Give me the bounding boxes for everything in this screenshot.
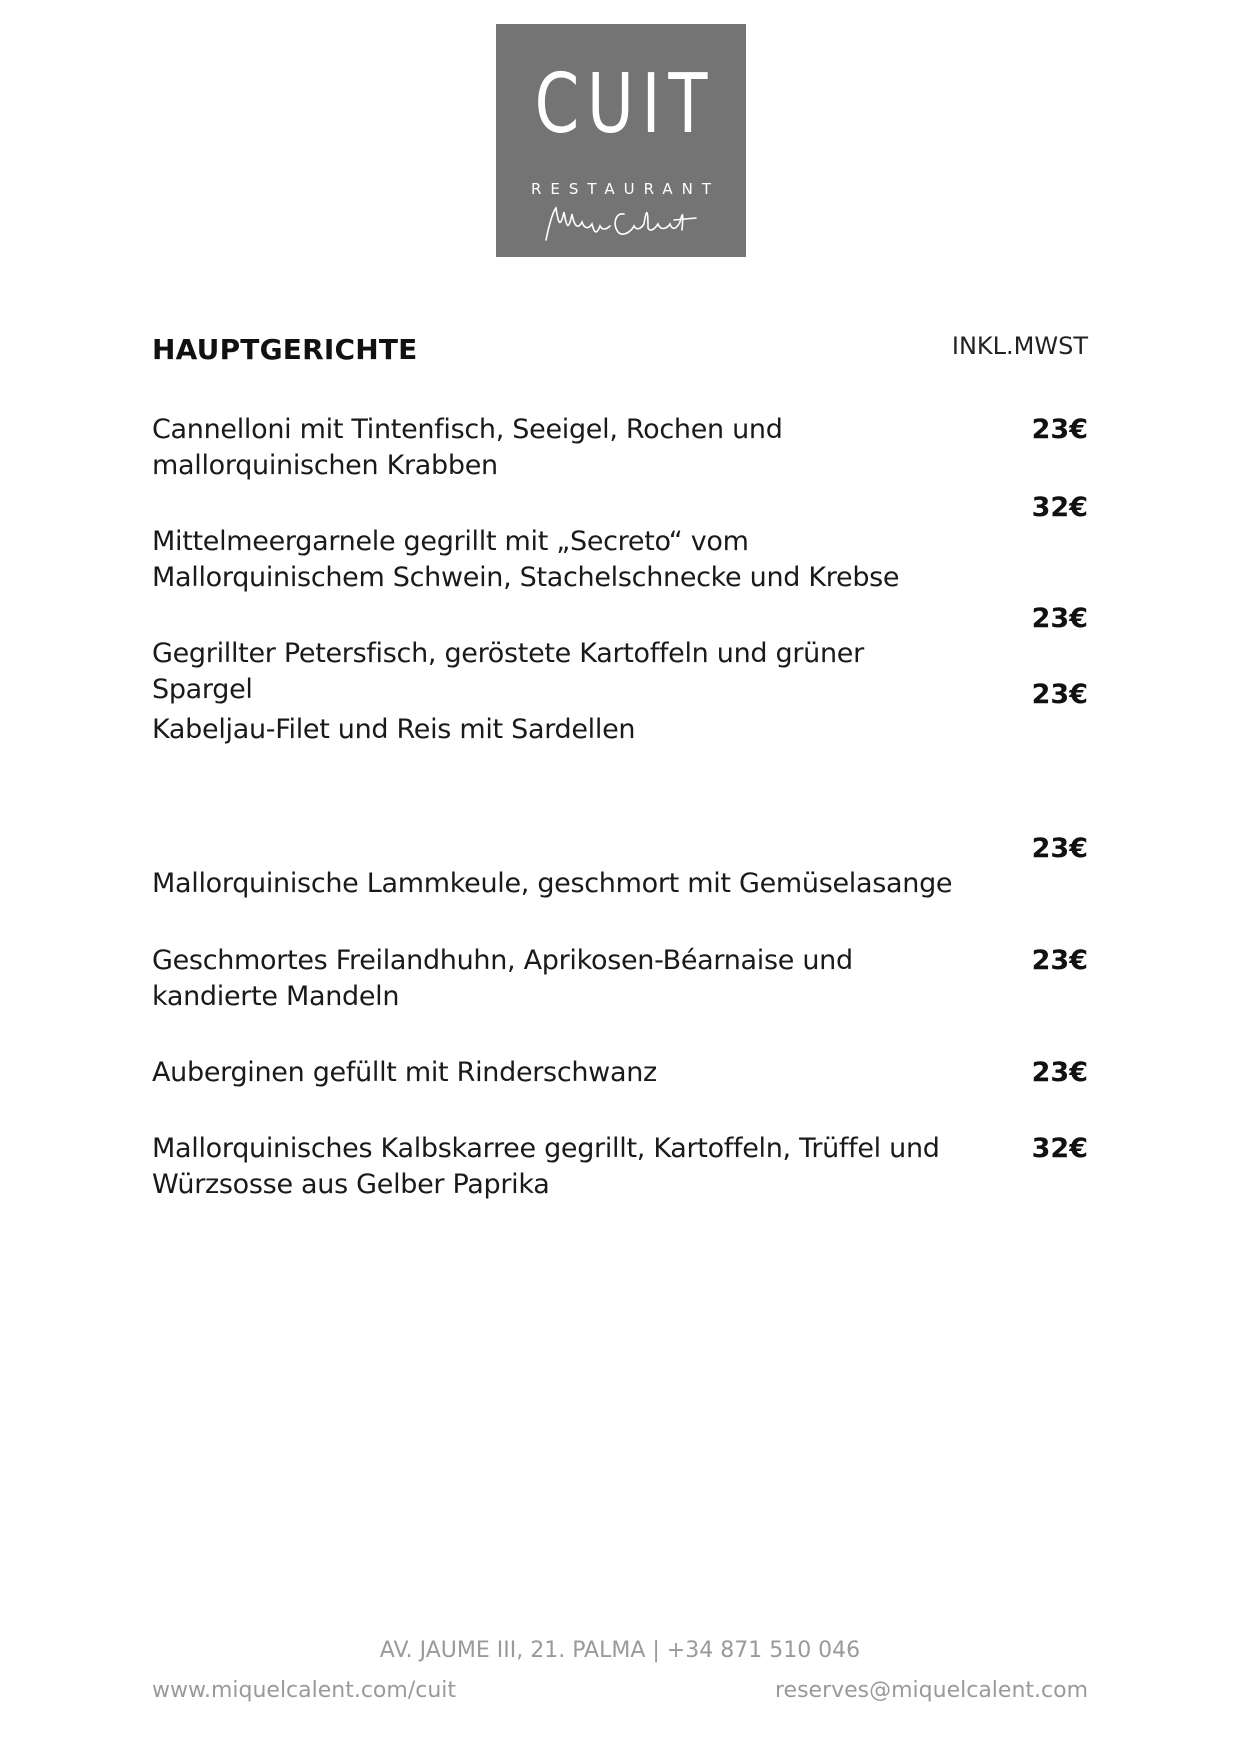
- menu-item-dish: Mittelmeergarnele gegrillt mit „Secreto“ vom Mallorquinischem Schwein, Stachelschnecke und Krebse: [152, 526, 900, 593]
- menu-item-price: 32€: [1031, 492, 1088, 523]
- menu-item-price: 23€: [1031, 1057, 1088, 1088]
- menu-item-dish: Gegrillter Petersfisch, geröstete Kartoffeln und grüner Spargel: [152, 638, 864, 705]
- menu-item-price: 23€: [1031, 679, 1088, 710]
- menu-item-dish: Cannelloni mit Tintenfisch, Seeigel, Rochen und mallorquinischen Krabben: [152, 414, 783, 481]
- footer-address: AV. JAUME III, 21. PALMA | +34 871 510 046: [379, 1638, 861, 1663]
- menu-item-price: 23€: [1031, 945, 1088, 976]
- menu-item-dish: Auberginen gefüllt mit Rinderschwanz: [152, 1057, 657, 1088]
- menu-item-dish: Geschmortes Freilandhuhn, Aprikosen-Béarnaise und kandierte Mandeln: [152, 945, 853, 1012]
- website-link[interactable]: www.miquelcalent.com/cuit: [152, 1678, 457, 1703]
- menu-item-price: 32€: [1031, 1133, 1088, 1164]
- logo-subtitle: RESTAURANT: [530, 180, 721, 198]
- tax-note: INKL.MWST: [951, 332, 1088, 360]
- menu-item-dish: Kabeljau-Filet und Reis mit Sardellen: [152, 714, 636, 745]
- section-title: HAUPTGERICHTE: [152, 333, 418, 366]
- menu-item-price: 23€: [1031, 603, 1088, 634]
- menu-item-dish: Mallorquinische Lammkeule, geschmort mit Gemüselasange: [152, 868, 953, 899]
- logo-brand: CUIT: [534, 57, 716, 152]
- restaurant-logo: [496, 24, 746, 257]
- menu-item-price: 23€: [1031, 833, 1088, 864]
- logo-signature: [540, 200, 700, 246]
- menu-item-dish: Mallorquinisches Kalbskarree gegrillt, Kartoffeln, Trüffel und Würzsosse aus Gelber Paprika: [152, 1133, 940, 1200]
- menu-item-price: 23€: [1031, 414, 1088, 445]
- email-link[interactable]: reserves@miquelcalent.com: [774, 1678, 1088, 1703]
